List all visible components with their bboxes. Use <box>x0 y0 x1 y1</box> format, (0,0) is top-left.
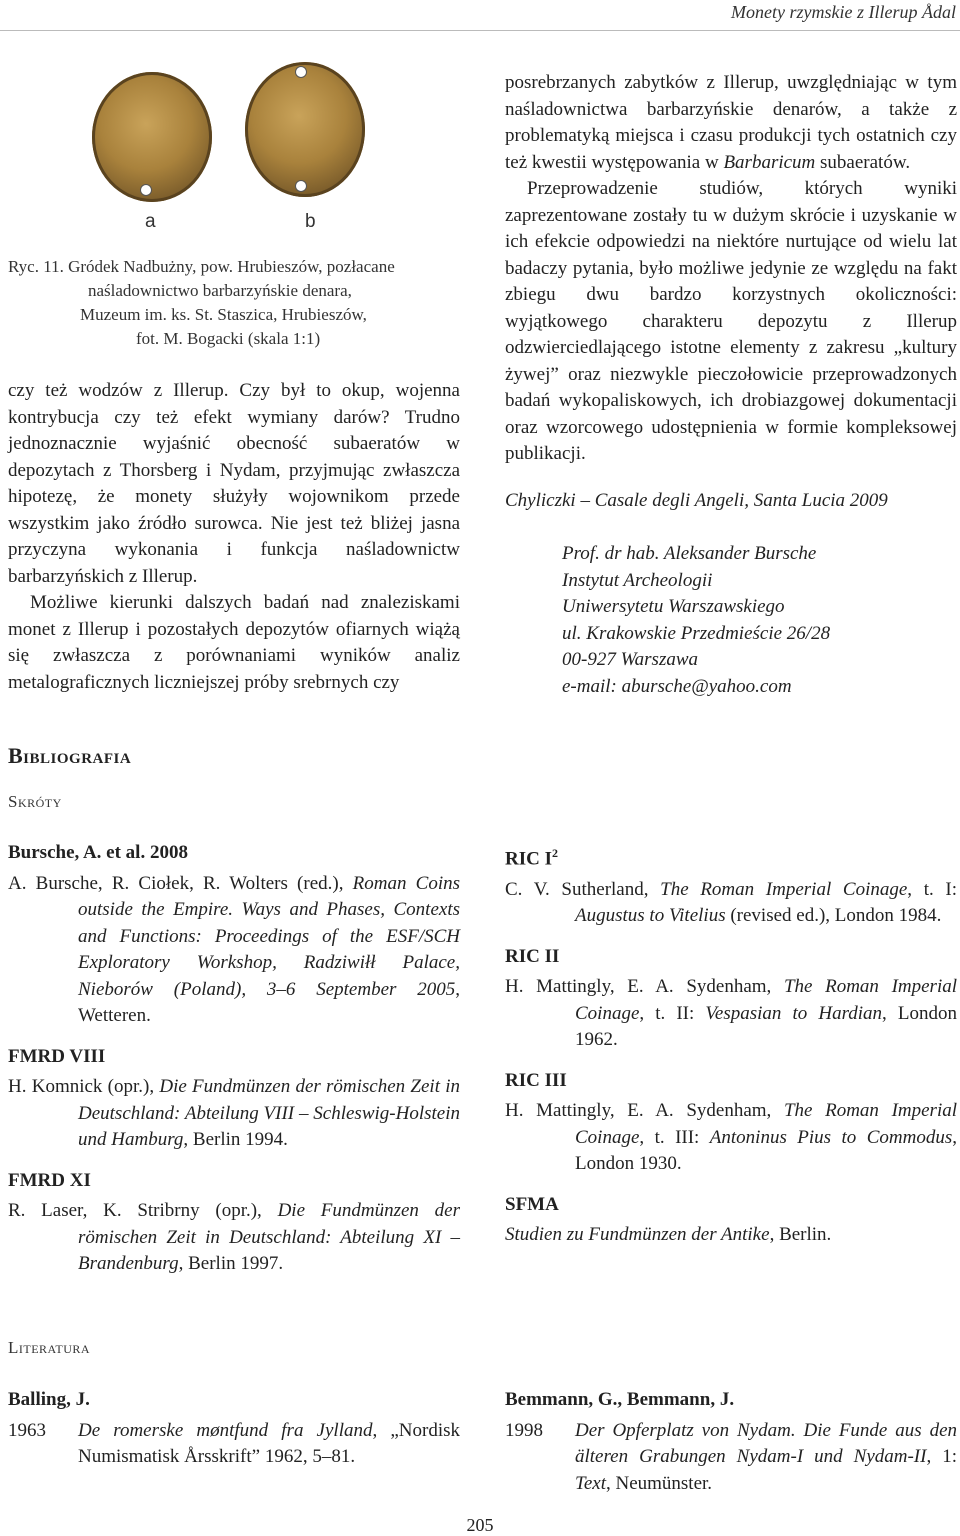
bib-key: RIC II <box>505 945 560 967</box>
bib-key: FMRD VIII <box>8 1045 106 1067</box>
coin-reverse-image <box>245 62 365 197</box>
bib-year: 1963 <box>8 1419 46 1441</box>
left-column-text <box>8 378 460 696</box>
bibliography-heading: Bibliografia <box>8 743 132 768</box>
paragraph: Możliwe kierunki dalszych badań nad znaleziskami monet z Illerup i pozostałych depozytów ofiarnych wiążą się zwłaszcza z porównaniami wyników analiz metalograficznych liczniejszej próby srebrnych czy <box>8 592 460 693</box>
bib-key: Balling, J. <box>8 1389 90 1410</box>
address-line: Instytut Archeologii <box>562 569 713 591</box>
bib-entry: Studien zu Fundmünzen der Antike, Berlin. <box>505 1224 832 1246</box>
coin-label-b: b <box>305 211 316 232</box>
coin-obverse-image <box>92 72 212 202</box>
literature-left-column <box>8 1387 460 1471</box>
literature-heading: Literatura <box>8 1338 91 1357</box>
abbreviations-heading: Skróty <box>8 792 62 811</box>
bib-entry: H. Mattingly, E. A. Sydenham, The Roman Imperial Coinage, t. II: Vespasian to Hardian, London 1962. <box>505 976 958 1051</box>
paragraph: Przeprowadzenie studiów, których wyniki zaprezentowane zostały tu w dużym skrócie i uzyskanie w ich efekcie odpowiedzi na niektóre nurtujące od wielu lat badaczy pytania, było możliwe jedynie ze względu na fakt zbiegu dwu bardzo korzystnych okoliczności: wyjątkowego charakteru depozytu z Illerup odzwierciedlającego istotne elementy z zakresu „kultury żywej” oraz niezwykle pieczołowicie przeprowadzonych badań wykopaliskowych, ich drobiazgowej dokumentacji oraz wzorcowego udostępnienia w formie kompleksowej publikacji. <box>505 178 957 464</box>
figure-caption <box>8 255 468 351</box>
address-line: Prof. dr hab. Aleksander Bursche <box>562 543 817 564</box>
bib-key: FMRD XI <box>8 1169 91 1191</box>
address-line: 00-927 Warszawa <box>562 649 699 670</box>
signature-line: Chyliczki – Casale degli Angeli, Santa Lucia 2009 <box>505 490 888 511</box>
caption-line: Ryc. 11. Gródek Nadbużny, pow. Hrubieszów, pozłacane <box>8 257 395 276</box>
bib-entry: C. V. Sutherland, The Roman Imperial Coinage, t. I: Augustus to Vitelius (revised ed.), London 1984. <box>505 878 958 927</box>
bib-entry: 1963 De romerske møntfund fra Jylland, „Nordisk Numismatisk Årsskrift” 1962, 5–81. <box>8 1418 460 1471</box>
bib-entry: A. Bursche, R. Ciołek, R. Wolters (red.), Roman Coins outside the Empire. Ways and Phases, Contexts and Functions: Proceedings of the ESF/SCH Exploratory Workshop, Radziwiłł Palace, Nieborów (Poland), 3–6 September 2005, Wetteren. <box>8 872 460 1026</box>
address-line: Uniwersytetu Warszawskiego <box>562 596 785 617</box>
header-rule <box>0 30 960 31</box>
address-line: ul. Krakowskie Przedmieście 26/28 <box>562 622 831 644</box>
paragraph: posrebrzanych zabytków z Illerup, uwzględniając w tym naśladownictwa barbarzyńskie denarów, a także z problematyką miejsca i czasu produkcji tych ostatnich czy też kwestii występowania w Barbaricum subaeratów. <box>505 72 957 173</box>
address-line: e-mail: abursche@yahoo.com <box>562 675 792 697</box>
bib-entry: H. Komnick (opr.), Die Fundmünzen der römischen Zeit in Deutschland: Abteilung VIII – Schleswig-Holstein und Hamburg, Berlin 1994. <box>8 1076 460 1150</box>
running-head: Monety rzymskie z Illerup Ådal <box>731 2 956 22</box>
bib-key: RIC III <box>505 1069 567 1091</box>
bib-key: RIC $I^2$ <box>505 846 558 870</box>
bibliography-right-column <box>505 840 957 1263</box>
author-address <box>562 541 830 700</box>
caption-line: fot. M. Bogacki (skala 1:1) <box>136 329 321 348</box>
bib-entry: H. Mattingly, E. A. Sydenham, The Roman Imperial Coinage, t. III: Antoninus Pius to Commodus, London 1930. <box>505 1100 958 1175</box>
bib-key: Bursche, A. et al. 2008 <box>8 842 188 863</box>
caption-line: Muzeum im. ks. St. Staszica, Hrubieszów, <box>80 305 367 324</box>
right-column-text <box>505 70 957 468</box>
coin-label-a: a <box>145 211 156 232</box>
paragraph: czy też wodzów z Illerup. Czy był to okup, wojenna kontrybucja czy też efekt wymiany darów? Trudno jednoznacznie wyjaśnić obecność subaeratów w depozytach z Thorsberg i Nydam, przyjmując zwłaszcza hipotezę, że monety służyły wojownikom przede wszystkim jako źródło surowca. Nie jest też bliżej jasna przyczyna wykonania i funkcja naśladownictw barbarzyńskich z Illerup. <box>8 380 460 587</box>
page-number: 205 <box>466 1515 494 1535</box>
bib-key: SFMA <box>505 1193 559 1215</box>
bibliography-left-column <box>8 840 460 1292</box>
bib-year: 1998 <box>505 1419 543 1441</box>
bib-entry: 1998 Der Opferplatz von Nydam. Die Funde aus den älteren Grabungen Nydam-I und Nydam-II, 1: Text, Neumünster. <box>505 1418 957 1498</box>
literature-right-column <box>505 1387 957 1497</box>
caption-line: naśladownictwo barbarzyńskie denara, <box>88 281 352 300</box>
bib-key: Bemmann, G., Bemmann, J. <box>505 1389 735 1410</box>
bib-entry: R. Laser, K. Stribrny (opr.), Die Fundmünzen der römischen Zeit in Deutschland: Abteilung XI – Brandenburg, Berlin 1997. <box>8 1200 460 1274</box>
